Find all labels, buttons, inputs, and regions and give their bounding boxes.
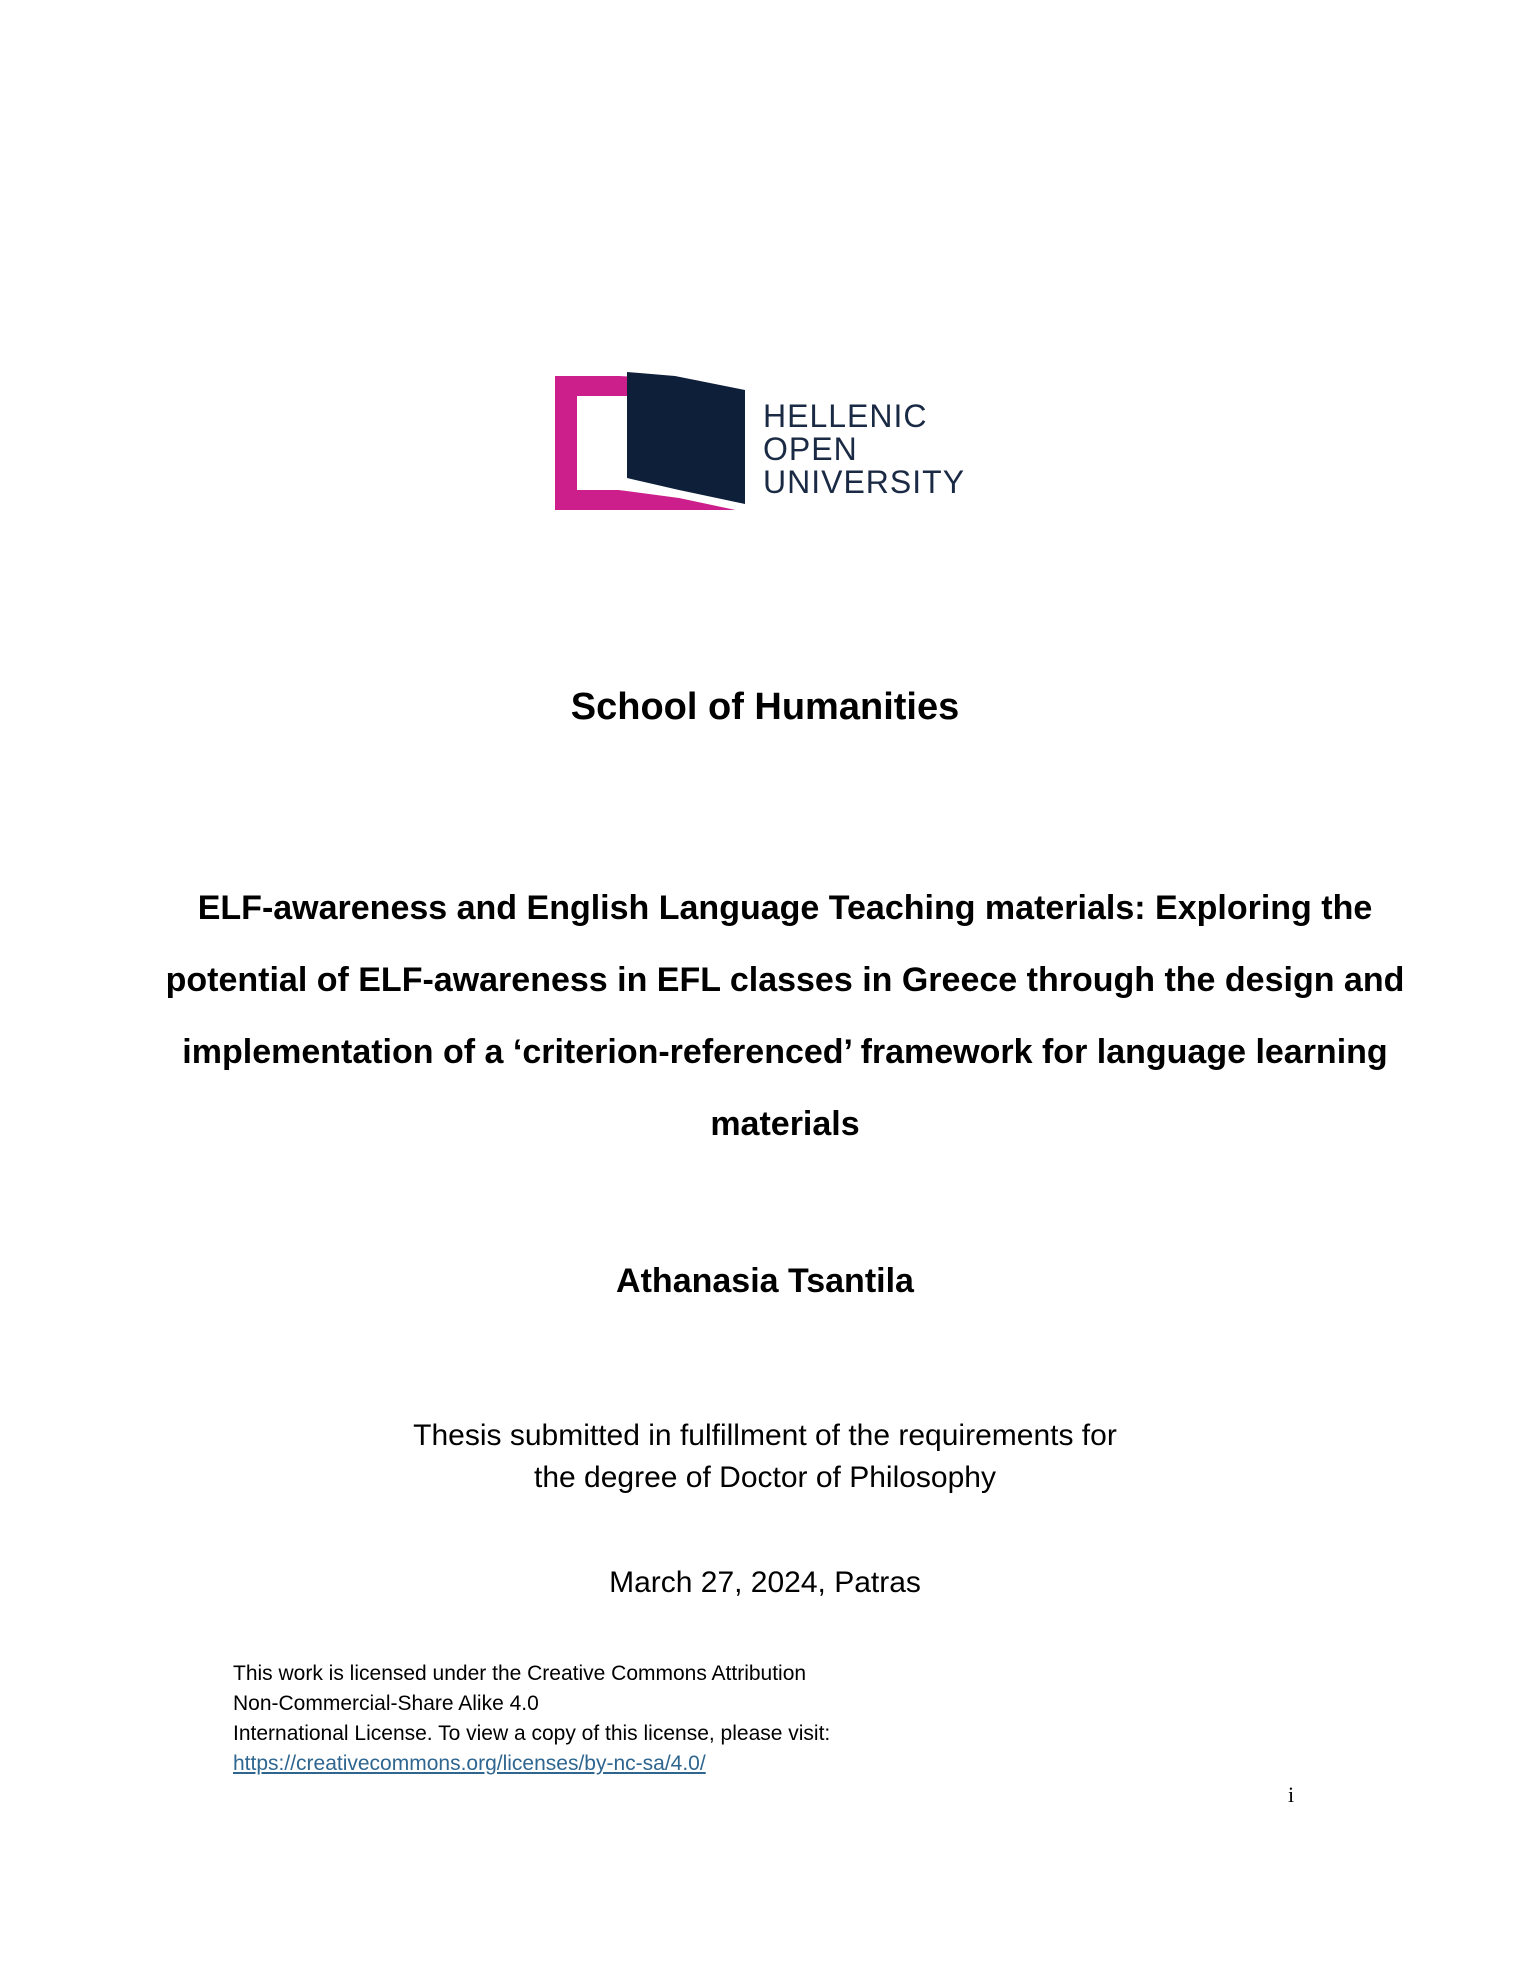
author-name: Athanasia Tsantila: [616, 1262, 914, 1300]
school-name: School of Humanities: [570, 686, 960, 728]
license-line-2: Non-Commercial-Share Alike 4.0: [233, 1692, 539, 1715]
license-line-3: International License. To view a copy of this license, please visit:: [233, 1722, 831, 1745]
license-link[interactable]: https://creativecommons.org/licenses/by-nc-sa/4.0/: [233, 1752, 706, 1775]
logo-line-2: OPEN: [763, 431, 858, 467]
university-name: [763, 400, 965, 499]
university-emblem-icon: [555, 372, 755, 514]
license-notice: [233, 1659, 830, 1779]
page-number: i: [1288, 1782, 1295, 1807]
university-logo: [555, 372, 1015, 514]
license-line-1: This work is licensed under the Creative Commons Attribution: [233, 1662, 807, 1685]
date-place: March 27, 2024, Patras: [609, 1566, 921, 1599]
submission-line-2: the degree of Doctor of Philosophy: [534, 1461, 996, 1494]
thesis-title: ELF-awareness and English Language Teaching materials: Exploring the potential of ELF-awareness in EFL classes in Greece through the design and implementation of a ‘criterion-referenced’ framework for language learning materials: [165, 889, 1405, 1143]
logo-line-3: UNIVERSITY: [763, 464, 966, 500]
submission-line-1: Thesis submitted in fulfillment of the requirements for: [413, 1419, 1117, 1452]
submission-statement: [0, 1415, 1530, 1499]
logo-line-1: HELLENIC: [763, 398, 928, 434]
